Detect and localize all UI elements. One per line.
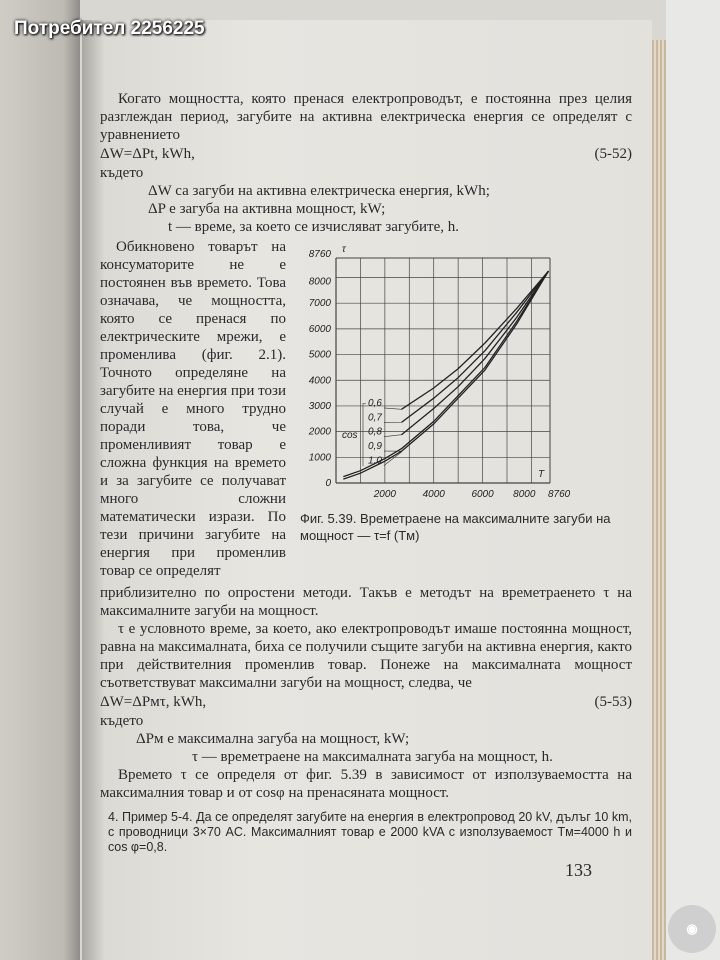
x-tick-label: 2000 — [373, 489, 396, 500]
legend-label: 1,0 — [368, 455, 382, 467]
series-line-cos-0,7 — [402, 271, 549, 422]
y-axis-label: τ — [342, 244, 346, 255]
y-tick-label: 8760 — [308, 249, 331, 260]
x-axis-label: T — [538, 469, 545, 480]
definition: τ — времетраене на максималната загуба на мощност, h. — [192, 749, 553, 765]
y-tick-label: 6000 — [308, 323, 331, 335]
x-tick-label: 8000 — [513, 489, 536, 500]
previous-page-edge — [0, 0, 80, 960]
equation-row — [100, 692, 632, 712]
definition: t — време, за което се изчисляват загубите, h. — [168, 219, 459, 235]
background — [666, 0, 720, 960]
narrow-paragraph: Обикновено товарът на консуматорите не е постоянен във времето. Това означава, че мощността, която се пренася по електрическите мрежи, е променлива (фиг. 2.1). Точното определяне на загубите на енергия при този случай е много трудно поради това, че променливият товар е сложна функция на времето и за загубите се получават много сложни математически изрази. По тези причини загубите на енергия при променлив товар се определят — [100, 239, 286, 579]
page-edges — [652, 40, 666, 960]
equation-number: (5-52) — [594, 146, 632, 162]
paragraph: приблизително по опростени методи. Такъв е методът на времетраенето τ на максималните загуби на мощност. — [100, 585, 632, 619]
equation-number: (5-53) — [594, 694, 632, 710]
y-tick-label: 5000 — [308, 349, 331, 361]
legend-label: 0,7 — [368, 412, 382, 424]
y-tick-label: 7000 — [308, 298, 331, 310]
figure — [292, 238, 632, 544]
user-label: Потребител 2256225 — [14, 18, 205, 39]
equation-5-52: ΔW=ΔPt, kWh, — [100, 146, 195, 162]
legend-label: 0,8 — [368, 426, 382, 438]
equation-5-53: ΔW=ΔPмτ, kWh, — [100, 694, 207, 710]
chart — [292, 238, 622, 510]
y-tick-label: 8000 — [308, 276, 331, 288]
y-tick-label: 3000 — [308, 400, 331, 412]
series-line-cos-0,6 — [402, 271, 549, 409]
legend-label: 0,6 — [368, 397, 382, 409]
legend-label: 0,9 — [368, 441, 382, 453]
definition: ΔW са загуби на активна електрическа енергия, kWh; — [148, 183, 490, 199]
y-tick-label: 1000 — [308, 452, 331, 464]
x-tick-label: 4000 — [422, 489, 445, 500]
legend-leader — [384, 408, 401, 409]
paragraph: Времето τ се определя от фиг. 5.39 в зависимост от използуваемостта на максималния товар и от cosφ на пренасяната мощност. — [100, 767, 632, 801]
paragraph: τ е условното време, за което, ако електропроводът имаше постоянна мощност, равна на максималната, биха се получили същите загуби на активна енергия, както при действителния променлив товар. Понеже на максималната мощност съответствуват максимални загуби на мощност, следва, че — [100, 621, 632, 691]
footnote: 4. Пример 5-4. Да се определят загубите на енергия в електропровод 20 kV, дълъг 10 km, с проводници 3×70 AC. Максималният товар е 2000 kVA с използуваемост Tм=4000 h и cos φ=0,8. — [108, 810, 632, 854]
y-tick-label: 2000 — [308, 426, 331, 438]
y-tick-label: 0 — [325, 478, 331, 489]
figure-caption: Фиг. 5.39. Времетраене на максималните загуби на мощност — τ=f (Tм) — [300, 511, 611, 543]
legend-leader — [384, 435, 401, 437]
definition: ΔPм е максимална загуба на мощност, kW; — [136, 731, 410, 747]
text-and-figure-row — [100, 238, 632, 580]
where-label: където — [100, 713, 144, 729]
legend-brace — [363, 403, 366, 466]
x-tick-label: 8760 — [548, 489, 571, 500]
page-text-column — [100, 90, 632, 881]
definition: ΔP е загуба на активна мощност, kW; — [148, 201, 386, 217]
site-logo: ◉ — [668, 905, 716, 953]
where-label: където — [100, 165, 144, 181]
intro-paragraph: Когато мощността, която пренася електропроводът, е постоянна през целия разглеждан период, загубите на активна електрическа енергия се определят с уравнението — [100, 91, 632, 143]
y-tick-label: 4000 — [308, 375, 331, 387]
page-number: 133 — [565, 860, 592, 880]
x-tick-label: 6000 — [471, 489, 494, 500]
legend-group-label: cos — [342, 430, 358, 442]
equation-row — [100, 144, 632, 164]
